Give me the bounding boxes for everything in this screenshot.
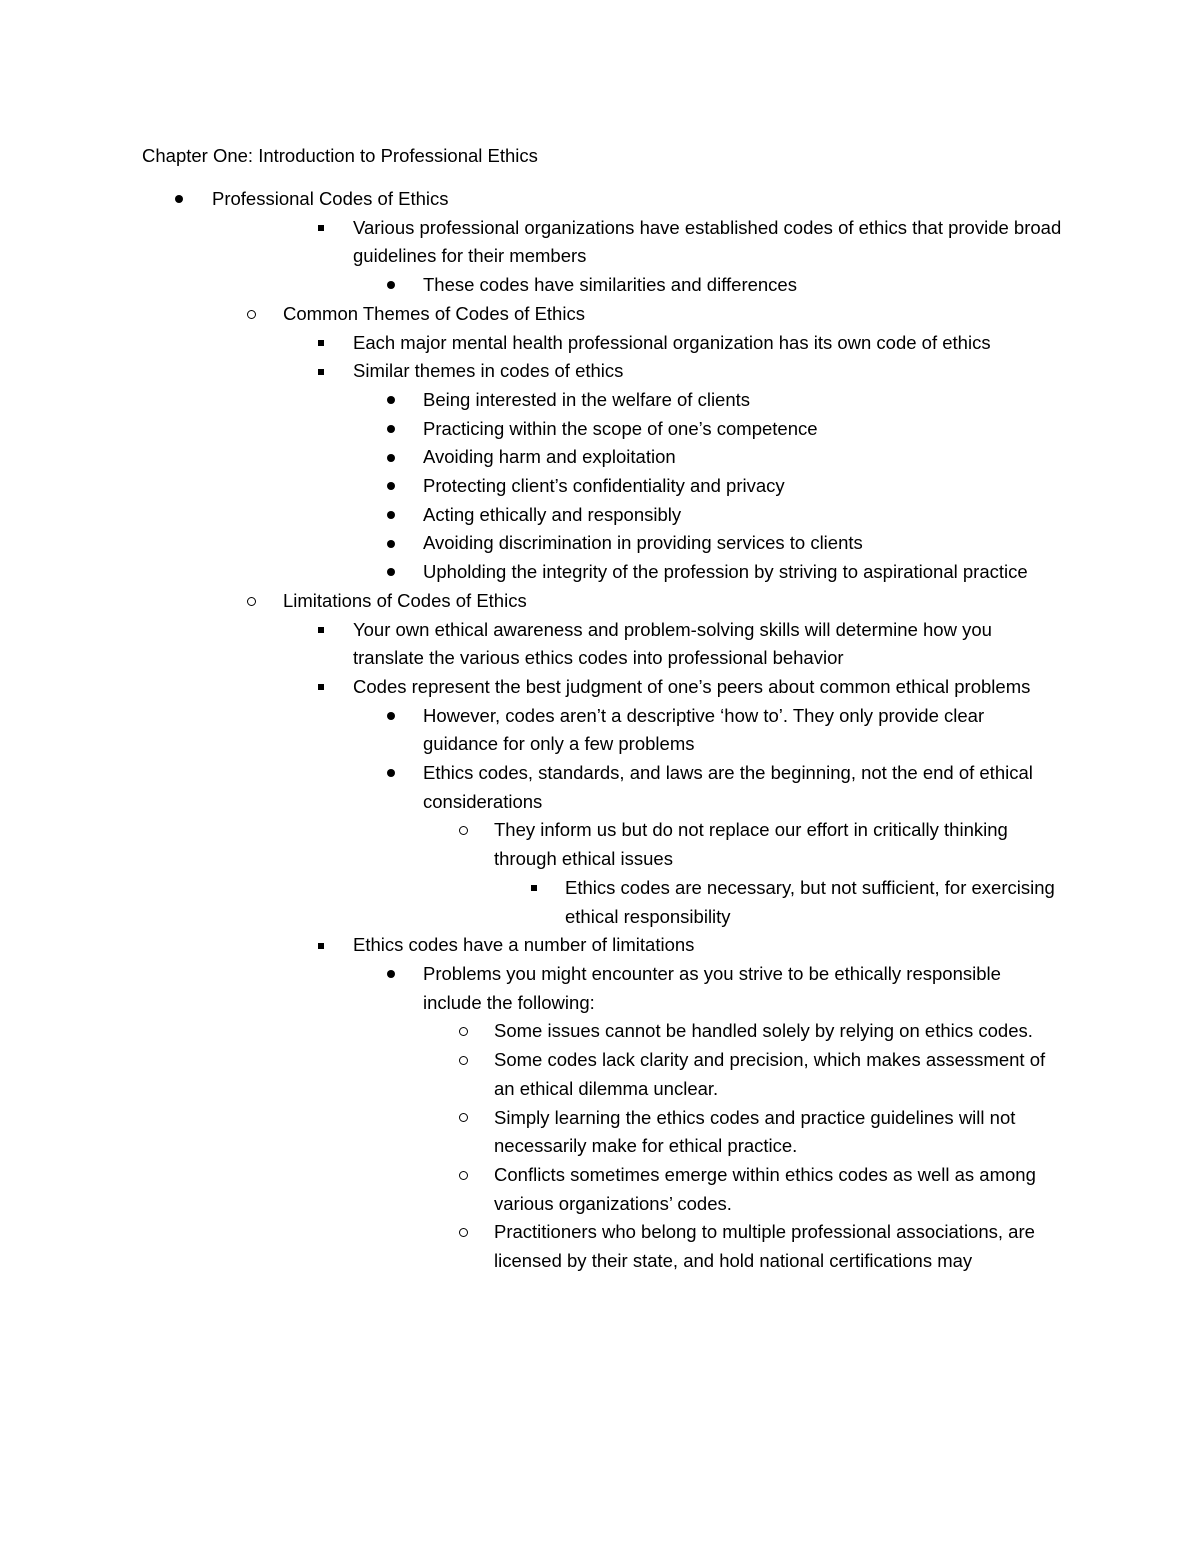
list-item-text: They inform us but do not replace our effort in critically thinking through ethical issues <box>494 819 1008 870</box>
square-bullet-icon <box>318 943 324 949</box>
list-item <box>0 214 1200 271</box>
bullet-marker <box>318 673 324 702</box>
list-item <box>0 271 1200 300</box>
list-item-text: Problems you might encounter as you strive to be ethically responsible include the following: <box>423 962 1001 1013</box>
list-item-text: Each major mental health professional organization has its own code of ethics <box>353 331 991 353</box>
list-item-text: Ethics codes are necessary, but not sufficient, for exercising ethical responsibility <box>565 876 1055 927</box>
dot-bullet-icon <box>387 712 395 720</box>
square-bullet-icon <box>318 340 324 346</box>
bullet-marker <box>387 501 395 530</box>
list-item-text: Practitioners who belong to multiple professional associations, are licensed by their state, and hold national certifications may <box>494 1221 1035 1272</box>
list-item-text: Common Themes of Codes of Ethics <box>283 302 585 324</box>
bullet-marker <box>387 960 395 989</box>
list-item <box>0 1017 1200 1046</box>
bullet-marker <box>318 329 324 358</box>
bullet-marker <box>387 529 395 558</box>
list-item <box>0 1046 1200 1103</box>
outline-list <box>0 185 1200 1276</box>
bullet-marker <box>459 1104 468 1133</box>
bullet-marker <box>387 702 395 731</box>
list-item-text: Similar themes in codes of ethics <box>353 360 624 382</box>
bullet-marker <box>318 616 324 645</box>
bullet-marker <box>387 271 395 300</box>
ring-bullet-icon <box>459 1056 468 1065</box>
dot-bullet-icon <box>387 511 395 519</box>
list-item-text: Conflicts sometimes emerge within ethics codes as well as among various organizations’ codes. <box>494 1163 1036 1214</box>
bullet-marker <box>247 587 256 616</box>
list-item <box>0 931 1200 960</box>
bullet-marker <box>318 357 324 386</box>
bullet-marker <box>387 415 395 444</box>
list-item-text: Limitations of Codes of Ethics <box>283 589 527 611</box>
bullet-marker <box>387 386 395 415</box>
list-item-text: Ethics codes, standards, and laws are the beginning, not the end of ethical considerations <box>423 762 1033 812</box>
list-item-text: However, codes aren’t a descriptive ‘how to’. They only provide clear guidance for only a few problems <box>423 704 985 755</box>
dot-bullet-icon <box>175 195 183 203</box>
dot-bullet-icon <box>387 454 395 462</box>
list-item <box>0 673 1200 702</box>
bullet-marker <box>387 472 395 501</box>
ring-bullet-icon <box>459 1228 468 1237</box>
dot-bullet-icon <box>387 482 395 490</box>
dot-bullet-icon <box>387 281 395 289</box>
list-item <box>0 529 1200 558</box>
list-item <box>0 587 1200 616</box>
list-item-text: Being interested in the welfare of clients <box>423 388 751 410</box>
list-item <box>0 386 1200 415</box>
list-item-text: Some codes lack clarity and precision, which makes assessment of an ethical dilemma unclear. <box>494 1049 1046 1099</box>
list-item-text: Ethics codes have a number of limitations <box>353 934 695 956</box>
dot-bullet-icon <box>387 540 395 548</box>
list-item <box>0 1218 1200 1275</box>
list-item <box>0 501 1200 530</box>
dot-bullet-icon <box>387 568 395 576</box>
ring-bullet-icon <box>247 597 256 606</box>
list-item <box>0 960 1200 1017</box>
bullet-marker <box>459 1017 468 1046</box>
bullet-marker <box>459 1046 468 1075</box>
list-item-text: These codes have similarities and differences <box>423 274 797 296</box>
bullet-marker <box>531 874 537 903</box>
square-bullet-icon <box>318 684 324 690</box>
list-item <box>0 759 1200 816</box>
list-item <box>0 874 1200 931</box>
list-item <box>0 616 1200 673</box>
list-item <box>0 329 1200 358</box>
list-item <box>0 1161 1200 1218</box>
list-item <box>0 558 1200 587</box>
ring-bullet-icon <box>459 1027 468 1036</box>
dot-bullet-icon <box>387 970 395 978</box>
dot-bullet-icon <box>387 769 395 777</box>
bullet-marker <box>247 300 256 329</box>
bullet-marker <box>387 558 395 587</box>
list-item <box>0 415 1200 444</box>
list-item <box>0 816 1200 873</box>
list-item-text: Acting ethically and responsibly <box>423 503 682 525</box>
ring-bullet-icon <box>459 1171 468 1180</box>
square-bullet-icon <box>531 885 537 891</box>
ring-bullet-icon <box>459 1113 468 1122</box>
list-item-text: Some issues cannot be handled solely by relying on ethics codes. <box>494 1020 1033 1042</box>
list-item-text: Codes represent the best judgment of one’s peers about common ethical problems <box>353 675 1031 697</box>
bullet-marker <box>459 1161 468 1190</box>
list-item-text: Professional Codes of Ethics <box>212 188 449 209</box>
bullet-marker <box>318 931 324 960</box>
list-item <box>0 357 1200 386</box>
list-item <box>0 472 1200 501</box>
list-item-text: Upholding the integrity of the profession by striving to aspirational practice <box>423 561 1028 583</box>
bullet-marker <box>387 443 395 472</box>
dot-bullet-icon <box>387 425 395 433</box>
square-bullet-icon <box>318 627 324 633</box>
list-item-text: Practicing within the scope of one’s competence <box>423 417 818 439</box>
bullet-marker <box>387 759 395 788</box>
ring-bullet-icon <box>459 826 468 835</box>
list-item <box>0 1104 1200 1161</box>
list-item <box>0 702 1200 759</box>
list-item-text: Protecting client’s confidentiality and privacy <box>423 475 785 497</box>
dot-bullet-icon <box>387 396 395 404</box>
bullet-marker <box>459 1218 468 1247</box>
list-item-text: Various professional organizations have established codes of ethics that provide broad guidelines for their members <box>353 216 1062 267</box>
list-item <box>0 185 1200 214</box>
list-item-text: Avoiding harm and exploitation <box>423 446 676 468</box>
list-item-text: Simply learning the ethics codes and practice guidelines will not necessarily make for ethical practice. <box>494 1106 1016 1157</box>
list-item <box>0 300 1200 329</box>
chapter-title: Chapter One: Introduction to Professional Ethics <box>142 145 538 166</box>
bullet-marker <box>175 185 183 214</box>
list-item <box>0 443 1200 472</box>
square-bullet-icon <box>318 225 324 231</box>
bullet-marker <box>318 214 324 243</box>
ring-bullet-icon <box>247 310 256 319</box>
list-item-text: Avoiding discrimination in providing services to clients <box>423 532 863 554</box>
bullet-marker <box>459 816 468 845</box>
list-item-text: Your own ethical awareness and problem-solving skills will determine how you translate the various ethics codes into professional behavior <box>353 618 992 669</box>
square-bullet-icon <box>318 369 324 375</box>
